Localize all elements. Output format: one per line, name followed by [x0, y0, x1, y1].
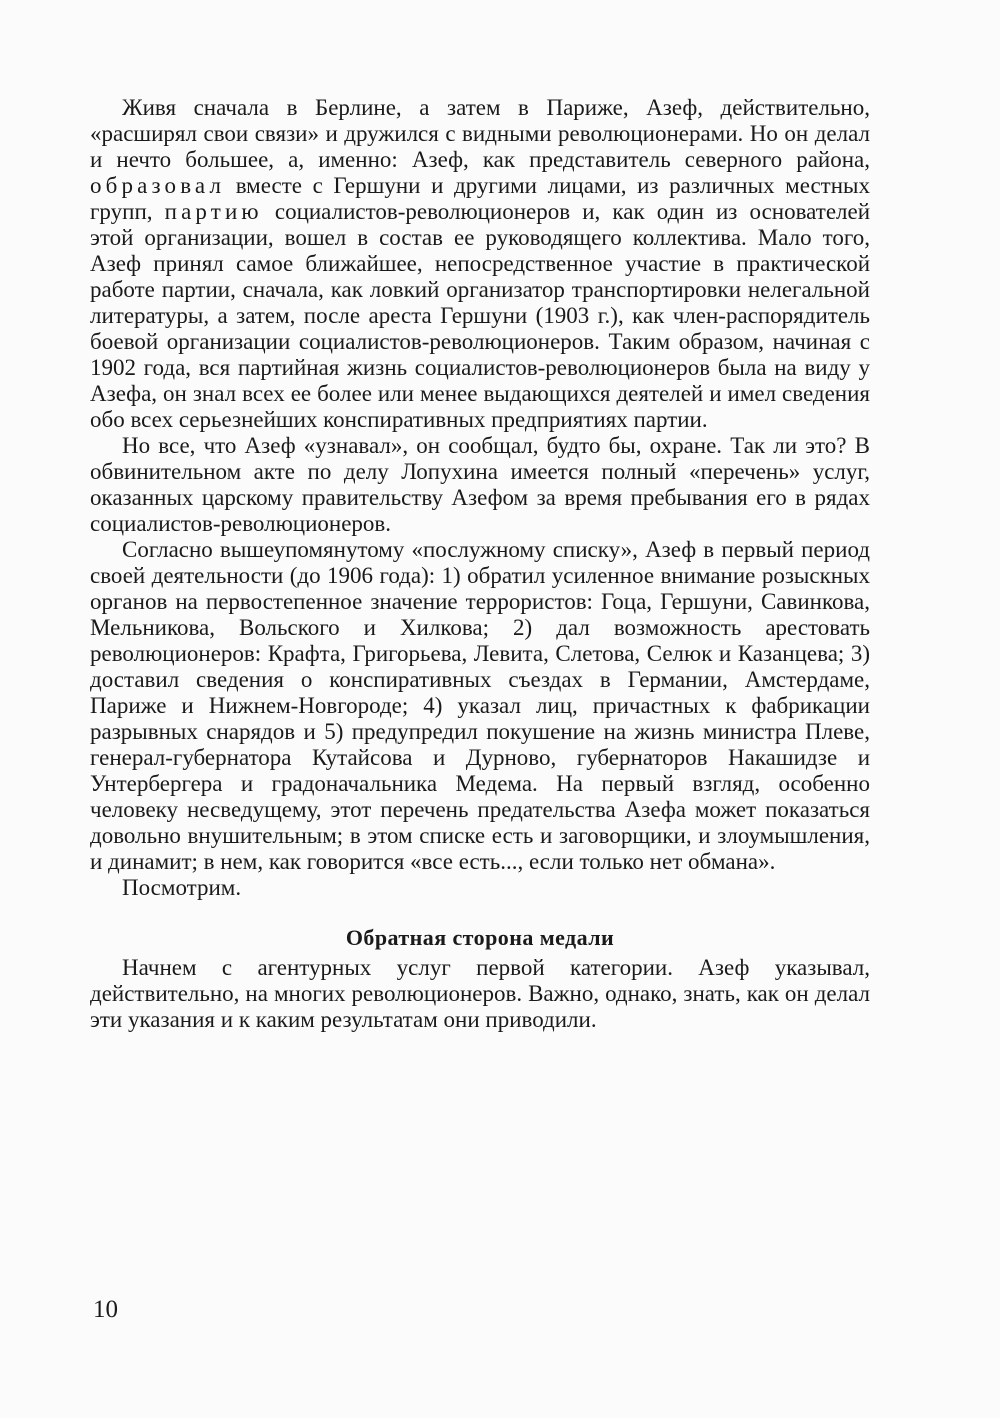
paragraph-2: Но все, что Азеф «узнавал», он сообщал, будто бы, охране. Так ли это? В обвинительном акте по делу Лопухина имеется полный «перечень» услуг, оказанных царскому правительству Азефом за время пребывания его в рядах социалистов-революционеров.	[90, 433, 870, 536]
paragraph-1-text-b: вместе с Гершуни и другими лицами, из различных местных групп,	[90, 173, 870, 224]
paragraph-4: Посмотрим.	[122, 875, 242, 900]
spaced-word-partiyu: партию	[164, 199, 263, 224]
page-text	[90, 95, 870, 1033]
section-heading: Обратная сторона медали	[345, 925, 615, 950]
paragraph-1	[90, 95, 870, 433]
spaced-word-obrazoval: образовал	[90, 173, 226, 198]
paragraph-1-text-c: социалистов-революционеров и, как один из основателей этой организации, вошел в состав ее руководящего коллектива. Мало того, Азеф принял самое ближайшее, непосредственное участие в практической работе партии, сначала, как ловкий организатор транспортировки нелегальной литературы, а затем, после ареста Гершуни (1903 г.), как член-распорядитель боевой организации социалистов-революционеров. Таким образом, начиная с 1902 года, вся партийная жизнь социалистов-революционеров была на виду у Азефа, он знал всех ее более или менее выдающихся деятелей и имел сведения обо всех серьезнейших конспиративных предприятиях партии.	[90, 199, 871, 432]
paragraph-3: Согласно вышеупомянутому «послужному списку», Азеф в первый период своей деятельности (до 1906 года): 1) обратил усиленное внимание розыскных органов на первостепенное значение террористов: Гоца, Гершуни, Савинкова, Мельникова, Вольского и Хилкова; 2) дал возможность арестовать революционеров: Крафта, Григорьева, Левита, Слетова, Селюк и Казанцева; 3) доставил сведения о конспиративных съездах в Германии, Амстердаме, Париже и Нижнем-Новгороде; 4) указал лиц, причастных к фабрикации разрывных снарядов и 5) предупредил покушение на жизнь министра Плеве, генерал-губернатора Кутайсова и Дурново, губернаторов Накашидзе и Унтербергера и градоначальника Медема. На первый взгляд, особенно человеку несведущему, этот перечень предательства Азефа может показаться довольно внушительным; в этом списке есть и заговорщики, и злоумышления, и динамит; в нем, как говорится «все есть..., если только нет обмана».	[90, 537, 870, 874]
page-number: 10	[93, 1296, 118, 1323]
paragraph-1-text-a: Живя сначала в Берлине, а затем в Париже, Азеф, действительно, «расширял свои связи» и дружился с видными революционерами. Но он делал и нечто большее, а, именно: Азеф, как представитель северного района,	[90, 95, 870, 172]
paragraph-5: Начнем с агентурных услуг первой категории. Азеф указывал, действительно, на многих революционеров. Важно, однако, знать, как он делал эти указания и к каким результатам они приводили.	[90, 955, 870, 1032]
